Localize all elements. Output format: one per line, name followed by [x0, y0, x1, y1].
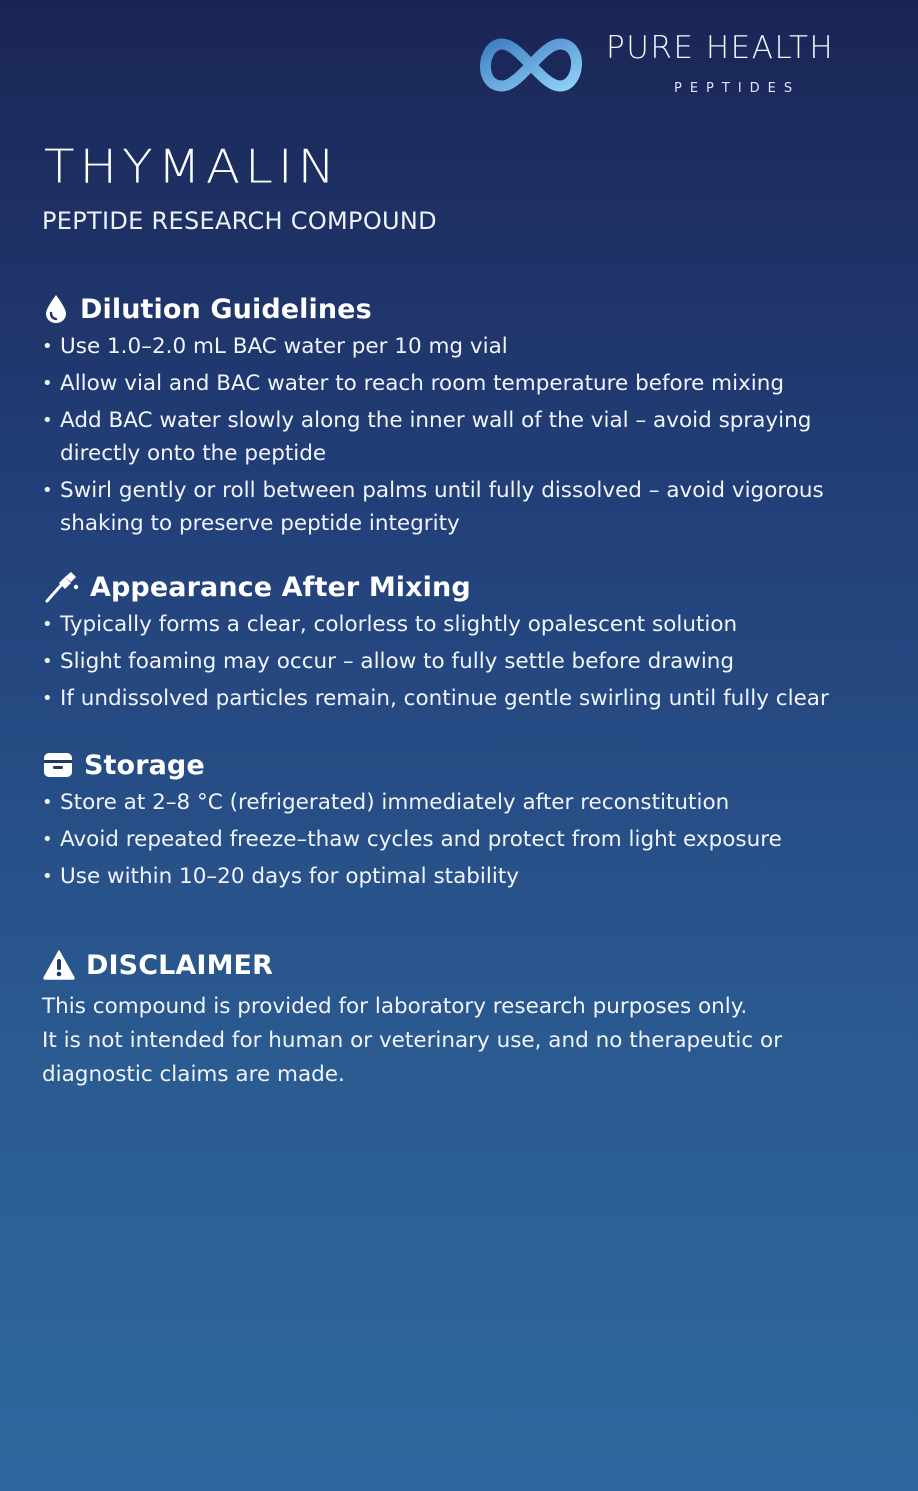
list-item: • Allow vial and BAC water to reach room temperature before mixing [42, 367, 872, 400]
dilution-header [42, 292, 872, 326]
brand-tagline: PEPTIDES [674, 81, 801, 96]
appearance-header [42, 570, 872, 604]
warning-icon [42, 950, 76, 980]
storage-section [42, 748, 872, 897]
list-item: • Typically forms a clear, colorless to slightly opalescent solution [42, 608, 872, 641]
appearance-title: Appearance After Mixing [90, 571, 471, 603]
storage-title: Storage [84, 749, 205, 781]
list-item: • Use 1.0–2.0 mL BAC water per 10 mg vial [42, 330, 872, 363]
list-item: • Store at 2–8 °C (refrigerated) immediately after reconstitution [42, 786, 872, 819]
disclaimer-body [42, 990, 872, 1092]
storage-box-icon [42, 750, 74, 780]
appearance-section [42, 570, 872, 719]
disclaimer-section [42, 948, 872, 1092]
list-item: • Add BAC water slowly along the inner wall of the vial – avoid spraying directly onto the peptide [42, 404, 872, 470]
disclaimer-line: This compound is provided for laboratory research purposes only. [42, 994, 748, 1019]
product-subtitle: PEPTIDE RESEARCH COMPOUND [42, 207, 437, 235]
dilution-section [42, 292, 872, 544]
brand-logo [472, 30, 882, 102]
infinity-logo-icon [472, 30, 590, 100]
disclaimer-header [42, 948, 872, 982]
product-title: THYMALIN [44, 140, 341, 194]
storage-list [42, 786, 872, 893]
droplet-icon [42, 294, 70, 324]
pipette-icon [42, 572, 80, 602]
dilution-list [42, 330, 872, 540]
dilution-title: Dilution Guidelines [80, 293, 372, 325]
list-item: • Avoid repeated freeze–thaw cycles and protect from light exposure [42, 823, 872, 856]
disclaimer-title: DISCLAIMER [86, 949, 273, 981]
disclaimer-line: It is not intended for human or veterinary use, and no therapeutic or diagnostic claims are made. [42, 1028, 783, 1087]
list-item: • If undissolved particles remain, continue gentle swirling until fully clear [42, 682, 872, 715]
list-item: • Slight foaming may occur – allow to fully settle before drawing [42, 645, 872, 678]
list-item: • Swirl gently or roll between palms until fully dissolved – avoid vigorous shaking to preserve peptide integrity [42, 474, 872, 540]
appearance-list [42, 608, 872, 715]
list-item: • Use within 10–20 days for optimal stability [42, 860, 872, 893]
brand-name: PURE HEALTH [606, 30, 835, 66]
storage-header [42, 748, 872, 782]
